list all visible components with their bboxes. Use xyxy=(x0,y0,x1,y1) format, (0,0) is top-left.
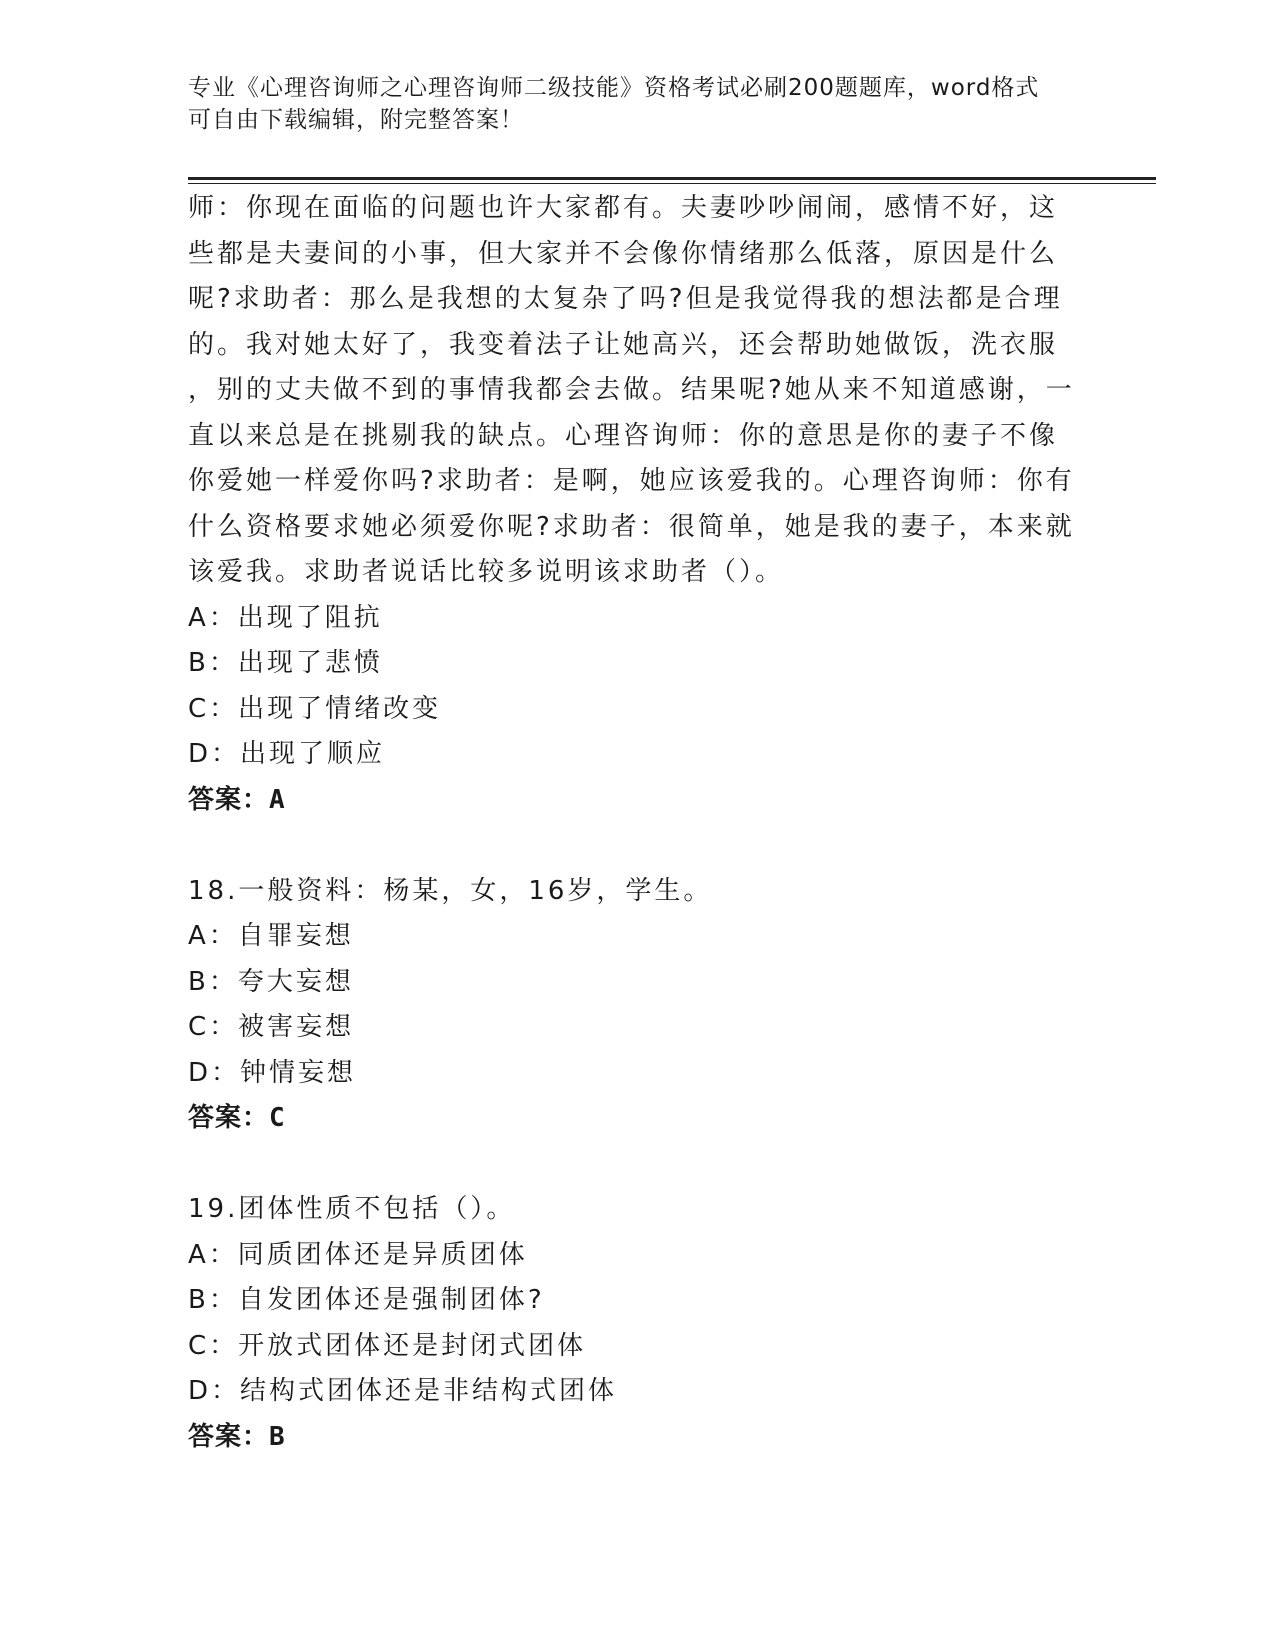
option-d: D：结构式团体还是非结构式团体 xyxy=(188,1376,618,1406)
question-17-text-line: 师：你现在面临的问题也许大家都有。夫妻吵吵闹闹，感情不好，这 xyxy=(188,193,1059,223)
question-17-text-line: 什么资格要求她必须爱你呢?求助者：很简单，她是我的妻子，本来就 xyxy=(188,511,1075,542)
question-17-text-line: 的。我对她太好了，我变着法子让她高兴，还会帮助她做饭，洗衣服 xyxy=(188,329,1059,360)
question-17-text-line: 该爱我。求助者说话比较多说明该求助者（）。 xyxy=(188,557,785,587)
answer-line: 答案：B xyxy=(188,1421,286,1452)
option-b: B：夸大妄想 xyxy=(188,966,354,997)
option-c: C：出现了情绪改变 xyxy=(188,693,442,724)
question-18 xyxy=(188,869,1088,1142)
header-line-1: 专业《心理咨询师之心理咨询师二级技能》资格考试必刷200题题库，word格式 xyxy=(188,75,1040,101)
header-divider-thick xyxy=(188,177,1156,180)
option-c: C：被害妄想 xyxy=(188,1012,355,1042)
answer-line: 答案：C xyxy=(188,1103,286,1133)
header-line-2: 可自由下载编辑，附完整答案！ xyxy=(188,107,524,133)
answer-line: 答案：A xyxy=(188,784,286,815)
spacer xyxy=(188,1142,1088,1188)
option-d: D：钟情妄想 xyxy=(188,1057,357,1088)
option-a: A：自罪妄想 xyxy=(188,921,354,951)
question-19 xyxy=(188,1187,1088,1460)
option-b: B：自发团体还是强制团体? xyxy=(188,1285,545,1315)
question-17-text-line: 你爱她一样爱你吗?求助者：是啊，她应该爱我的。心理咨询师：你有 xyxy=(188,466,1075,496)
option-b: B：出现了悲愤 xyxy=(188,648,383,678)
question-17-text-line: 直以来总是在挑剔我的缺点。心理咨询师：你的意思是你的妻子不像 xyxy=(188,420,1059,451)
question-19-text: 19.团体性质不包括（）。 xyxy=(188,1194,516,1224)
question-18-text: 18.一般资料：杨某，女，16岁，学生。 xyxy=(188,875,713,906)
question-17 xyxy=(188,186,1088,823)
option-a: A：出现了阻抗 xyxy=(188,602,383,633)
document-header xyxy=(188,72,1068,136)
question-17-text-line: 呢?求助者：那么是我想的太复杂了吗?但是我觉得我的想法都是合理 xyxy=(188,284,1063,314)
option-d: D：出现了顺应 xyxy=(188,739,386,769)
header-divider-thin xyxy=(188,183,1156,184)
question-17-text-line: ，别的丈夫做不到的事情我都会去做。结果呢?她从来不知道感谢，一 xyxy=(188,375,1075,405)
question-17-text-line: 些都是夫妻间的小事，但大家并不会像你情绪那么低落，原因是什么 xyxy=(188,238,1059,269)
option-c: C：开放式团体还是封闭式团体 xyxy=(188,1330,587,1361)
spacer xyxy=(188,823,1088,869)
option-a: A：同质团体还是异质团体 xyxy=(188,1239,528,1270)
document-body xyxy=(188,186,1088,1460)
